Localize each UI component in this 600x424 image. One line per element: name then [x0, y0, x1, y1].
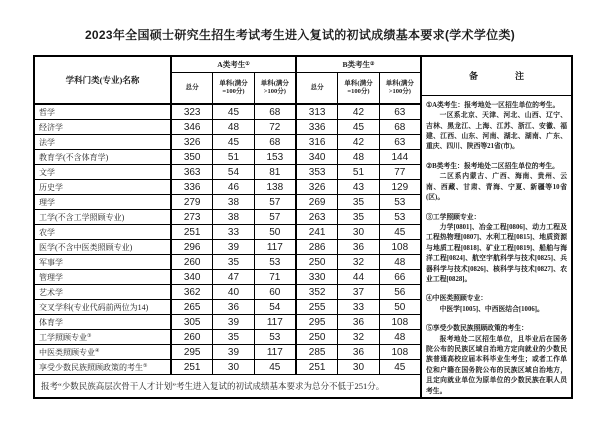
remark-paragraph: 力学[0801]、冶金工程[0806]、动力工程及工程热物理[0807]、水利工程[0815]、地质资源与地质工程[0818]、矿业工程[0819]、船舶与海洋工程[0824]、航空宇航科学与技术[0825]、兵器科学与技术[0826]、核科学与技术[0827]、农业工程[0828]。 [426, 223, 567, 283]
score-cell: 255 [297, 300, 338, 314]
score-cell: 33 [338, 300, 379, 314]
score-cell: 38 [213, 210, 254, 224]
remarks-column [422, 57, 571, 397]
score-cell: 35 [338, 195, 379, 209]
score-cell: 54 [255, 300, 297, 314]
score-cell: 316 [297, 135, 338, 149]
score-cell: 260 [172, 330, 213, 344]
score-cell: 66 [394, 271, 406, 283]
page-title: 2023年全国硕士研究生招生考试考生进入复试的初试成绩基本要求(学术学位类) [84, 28, 516, 42]
score-cell: 117 [255, 240, 297, 254]
score-cell: 39 [213, 240, 254, 254]
column-header-single-over100-a: 单科(满分 >100分) [260, 79, 289, 95]
score-cell: 263 [297, 210, 338, 224]
remark-paragraph: ④中医类照顾专业： [426, 295, 488, 303]
score-cell: 265 [172, 300, 213, 314]
score-cell: 30 [338, 360, 379, 374]
score-cell: 51 [213, 150, 254, 164]
score-cell: 45 [213, 135, 254, 149]
score-cell: 38 [213, 195, 254, 209]
table-row [35, 360, 420, 375]
score-cell: 43 [338, 180, 379, 194]
remark-paragraph: ③工学照顾专业： [426, 213, 481, 221]
score-cell: 336 [297, 120, 338, 134]
candidate-groups-header [172, 57, 420, 103]
remark-paragraph: ①A类考生：报考地处一区招生单位的考生。 [426, 101, 560, 109]
column-header-single-over100-b: 单科(满分 >100分) [385, 79, 414, 95]
score-cell: 50 [394, 301, 406, 313]
score-cell: 46 [213, 180, 254, 194]
column-header-subject: 学科门类(专业)名称 [35, 57, 172, 103]
table-row [35, 225, 420, 240]
table-row [35, 315, 420, 330]
score-cell: 153 [255, 150, 297, 164]
row-label: 管理学 [35, 270, 172, 284]
table-row [35, 165, 420, 180]
score-cell: 53 [394, 196, 406, 208]
table-row [35, 105, 420, 120]
score-cell: 241 [297, 225, 338, 239]
table-row [35, 255, 420, 270]
score-cell: 33 [213, 225, 254, 239]
remark-paragraph: 二区系内蒙古、广西、海南、贵州、云南、西藏、甘肃、青海、宁夏、新疆等10省(区)。 [426, 173, 567, 202]
score-cell: 37 [338, 285, 379, 299]
score-cell: 279 [172, 195, 213, 209]
score-cell: 35 [213, 330, 254, 344]
score-cell: 251 [297, 360, 338, 374]
column-header-total-a: 总分 [172, 73, 213, 103]
column-header-single100-a: 单科(满分 =100分) [213, 73, 254, 103]
score-cell: 353 [297, 165, 338, 179]
row-label: 艺术学 [35, 285, 172, 299]
table-row [35, 270, 420, 285]
score-cell: 42 [338, 105, 379, 119]
table-row [35, 120, 420, 135]
table-row [35, 210, 420, 225]
score-cell: 51 [338, 165, 379, 179]
score-cell: 296 [172, 240, 213, 254]
score-cell: 32 [338, 255, 379, 269]
score-cell: 56 [394, 286, 406, 298]
score-cell: 48 [338, 150, 379, 164]
score-cell: 295 [297, 315, 338, 329]
score-cell: 295 [172, 345, 213, 359]
score-cell: 63 [394, 136, 406, 148]
score-cell: 60 [255, 285, 297, 299]
score-cell: 346 [172, 120, 213, 134]
score-cell: 330 [297, 270, 338, 284]
table-row [35, 285, 420, 300]
table-row [35, 180, 420, 195]
score-cell: 117 [255, 315, 297, 329]
score-cell: 36 [338, 240, 379, 254]
row-label: 医学(不含中医类照顾专业) [35, 240, 172, 254]
table-row [35, 240, 420, 255]
table-row [35, 150, 420, 165]
table-row [35, 300, 420, 315]
score-cell: 138 [255, 180, 297, 194]
row-label: 教育学(不含体育学) [35, 150, 172, 164]
table-row [35, 135, 420, 150]
score-cell: 68 [255, 135, 297, 149]
score-cell: 286 [297, 240, 338, 254]
score-cell: 144 [391, 151, 409, 163]
row-label: 享受少数民族照顾政策的考生 ⑤ [35, 360, 172, 374]
score-cell: 269 [297, 195, 338, 209]
row-label: 交叉学科(专业代码前两位为14) [35, 300, 172, 314]
row-label: 理学 [35, 195, 172, 209]
row-label: 法学 [35, 135, 172, 149]
score-cell: 35 [338, 210, 379, 224]
score-cell: 326 [297, 180, 338, 194]
score-cell: 30 [213, 360, 254, 374]
row-label: 工学照顾专业 ③ [35, 330, 172, 344]
score-cell: 313 [297, 105, 338, 119]
score-cell: 129 [391, 181, 409, 193]
score-cell: 336 [172, 180, 213, 194]
score-cell: 250 [297, 255, 338, 269]
score-cell: 39 [213, 315, 254, 329]
score-cell: 40 [213, 285, 254, 299]
score-cell: 68 [394, 121, 406, 133]
score-cell: 77 [394, 166, 406, 178]
table-row [35, 345, 420, 360]
row-label: 文学 [35, 165, 172, 179]
score-cell: 305 [172, 315, 213, 329]
score-cell: 57 [255, 195, 297, 209]
score-cell: 117 [255, 345, 297, 359]
score-cell: 108 [391, 316, 409, 328]
group-a-label: A类考生 ① [172, 57, 295, 73]
score-cell: 108 [391, 241, 409, 253]
score-cell: 42 [338, 135, 379, 149]
score-cell: 363 [172, 165, 213, 179]
group-b-subheaders [297, 73, 420, 103]
column-header-remarks: 备 注 [422, 57, 571, 96]
score-cell: 50 [255, 225, 297, 239]
group-b-header [297, 57, 420, 103]
score-cell: 53 [394, 211, 406, 223]
score-cell: 57 [255, 210, 297, 224]
score-cell: 68 [255, 105, 297, 119]
group-a-header [172, 57, 297, 103]
score-cell: 108 [391, 346, 409, 358]
remark-paragraph: ⑤享受少数民族照顾政策的考生： [426, 325, 528, 333]
table-header [35, 57, 420, 105]
score-cell: 260 [172, 255, 213, 269]
score-cell: 44 [338, 270, 379, 284]
score-cell: 48 [394, 331, 406, 343]
score-table [33, 55, 573, 399]
table-body [35, 105, 420, 375]
row-label: 经济学 [35, 120, 172, 134]
score-cell: 36 [338, 315, 379, 329]
score-cell: 350 [172, 150, 213, 164]
score-cell: 53 [255, 330, 297, 344]
score-cell: 352 [297, 285, 338, 299]
score-cell: 71 [255, 270, 297, 284]
score-cell: 35 [213, 255, 254, 269]
score-cell: 326 [172, 135, 213, 149]
score-cell: 45 [255, 360, 297, 374]
score-cell: 251 [172, 360, 213, 374]
group-b-label: B类考生 ② [297, 57, 420, 73]
score-cell: 362 [172, 285, 213, 299]
row-label: 军事学 [35, 255, 172, 269]
score-cell: 340 [297, 150, 338, 164]
score-cell: 47 [213, 270, 254, 284]
row-label: 历史学 [35, 180, 172, 194]
row-label: 农学 [35, 225, 172, 239]
score-cell: 45 [338, 120, 379, 134]
score-cell: 340 [172, 270, 213, 284]
row-label: 工学(不含工学照顾专业) [35, 210, 172, 224]
score-cell: 250 [297, 330, 338, 344]
score-cell: 45 [213, 105, 254, 119]
remark-paragraph: 报考地处二区招生单位，且毕业后在国务院公布的民族区域自治地方定向就业的少数民族普通高校应届本科毕业生考生；或者工作单位和户籍在国务院公布的民族区域自治地方，且定向就业单位为原单位的少数民族在职人员考生。 [426, 335, 567, 395]
footer-note: 报考“少数民族高层次骨干人才计划”考生进入复试的初试成绩基本要求为总分不低于251分。 [41, 381, 385, 391]
score-cell: 53 [255, 255, 297, 269]
score-cell: 36 [213, 300, 254, 314]
table-row [35, 195, 420, 210]
remark-paragraph: ②B类考生：报考地处二区招生单位的考生。 [426, 162, 559, 170]
remarks-content [422, 96, 571, 397]
table-row [35, 330, 420, 345]
score-cell: 45 [394, 226, 406, 238]
score-cell: 45 [394, 361, 406, 373]
table-left-section [35, 57, 422, 397]
score-cell: 54 [213, 165, 254, 179]
row-label: 体育学 [35, 315, 172, 329]
group-a-subheaders [172, 73, 295, 103]
score-cell: 323 [172, 105, 213, 119]
score-cell: 81 [255, 165, 297, 179]
score-cell: 273 [172, 210, 213, 224]
score-cell: 30 [338, 225, 379, 239]
score-cell: 48 [213, 120, 254, 134]
score-cell: 251 [172, 225, 213, 239]
remark-paragraph: 一区系北京、天津、河北、山西、辽宁、吉林、黑龙江、上海、江苏、浙江、安徽、福建、江西、山东、河南、湖北、湖南、广东、重庆、四川、陕西等21省(市)。 [426, 112, 567, 151]
column-header-single100-b: 单科(满分 =100分) [338, 73, 379, 103]
remark-paragraph: 中医学[1005]、中西医结合[1006]。 [439, 305, 544, 313]
score-cell: 48 [394, 256, 406, 268]
score-cell: 36 [338, 345, 379, 359]
column-header-total-b: 总分 [297, 73, 338, 103]
row-label: 中医类照顾专业 ④ [35, 345, 172, 359]
score-cell: 63 [394, 106, 406, 118]
score-cell: 285 [297, 345, 338, 359]
row-label: 哲学 [35, 105, 172, 119]
score-cell: 72 [255, 120, 297, 134]
score-cell: 39 [213, 345, 254, 359]
score-cell: 32 [338, 330, 379, 344]
